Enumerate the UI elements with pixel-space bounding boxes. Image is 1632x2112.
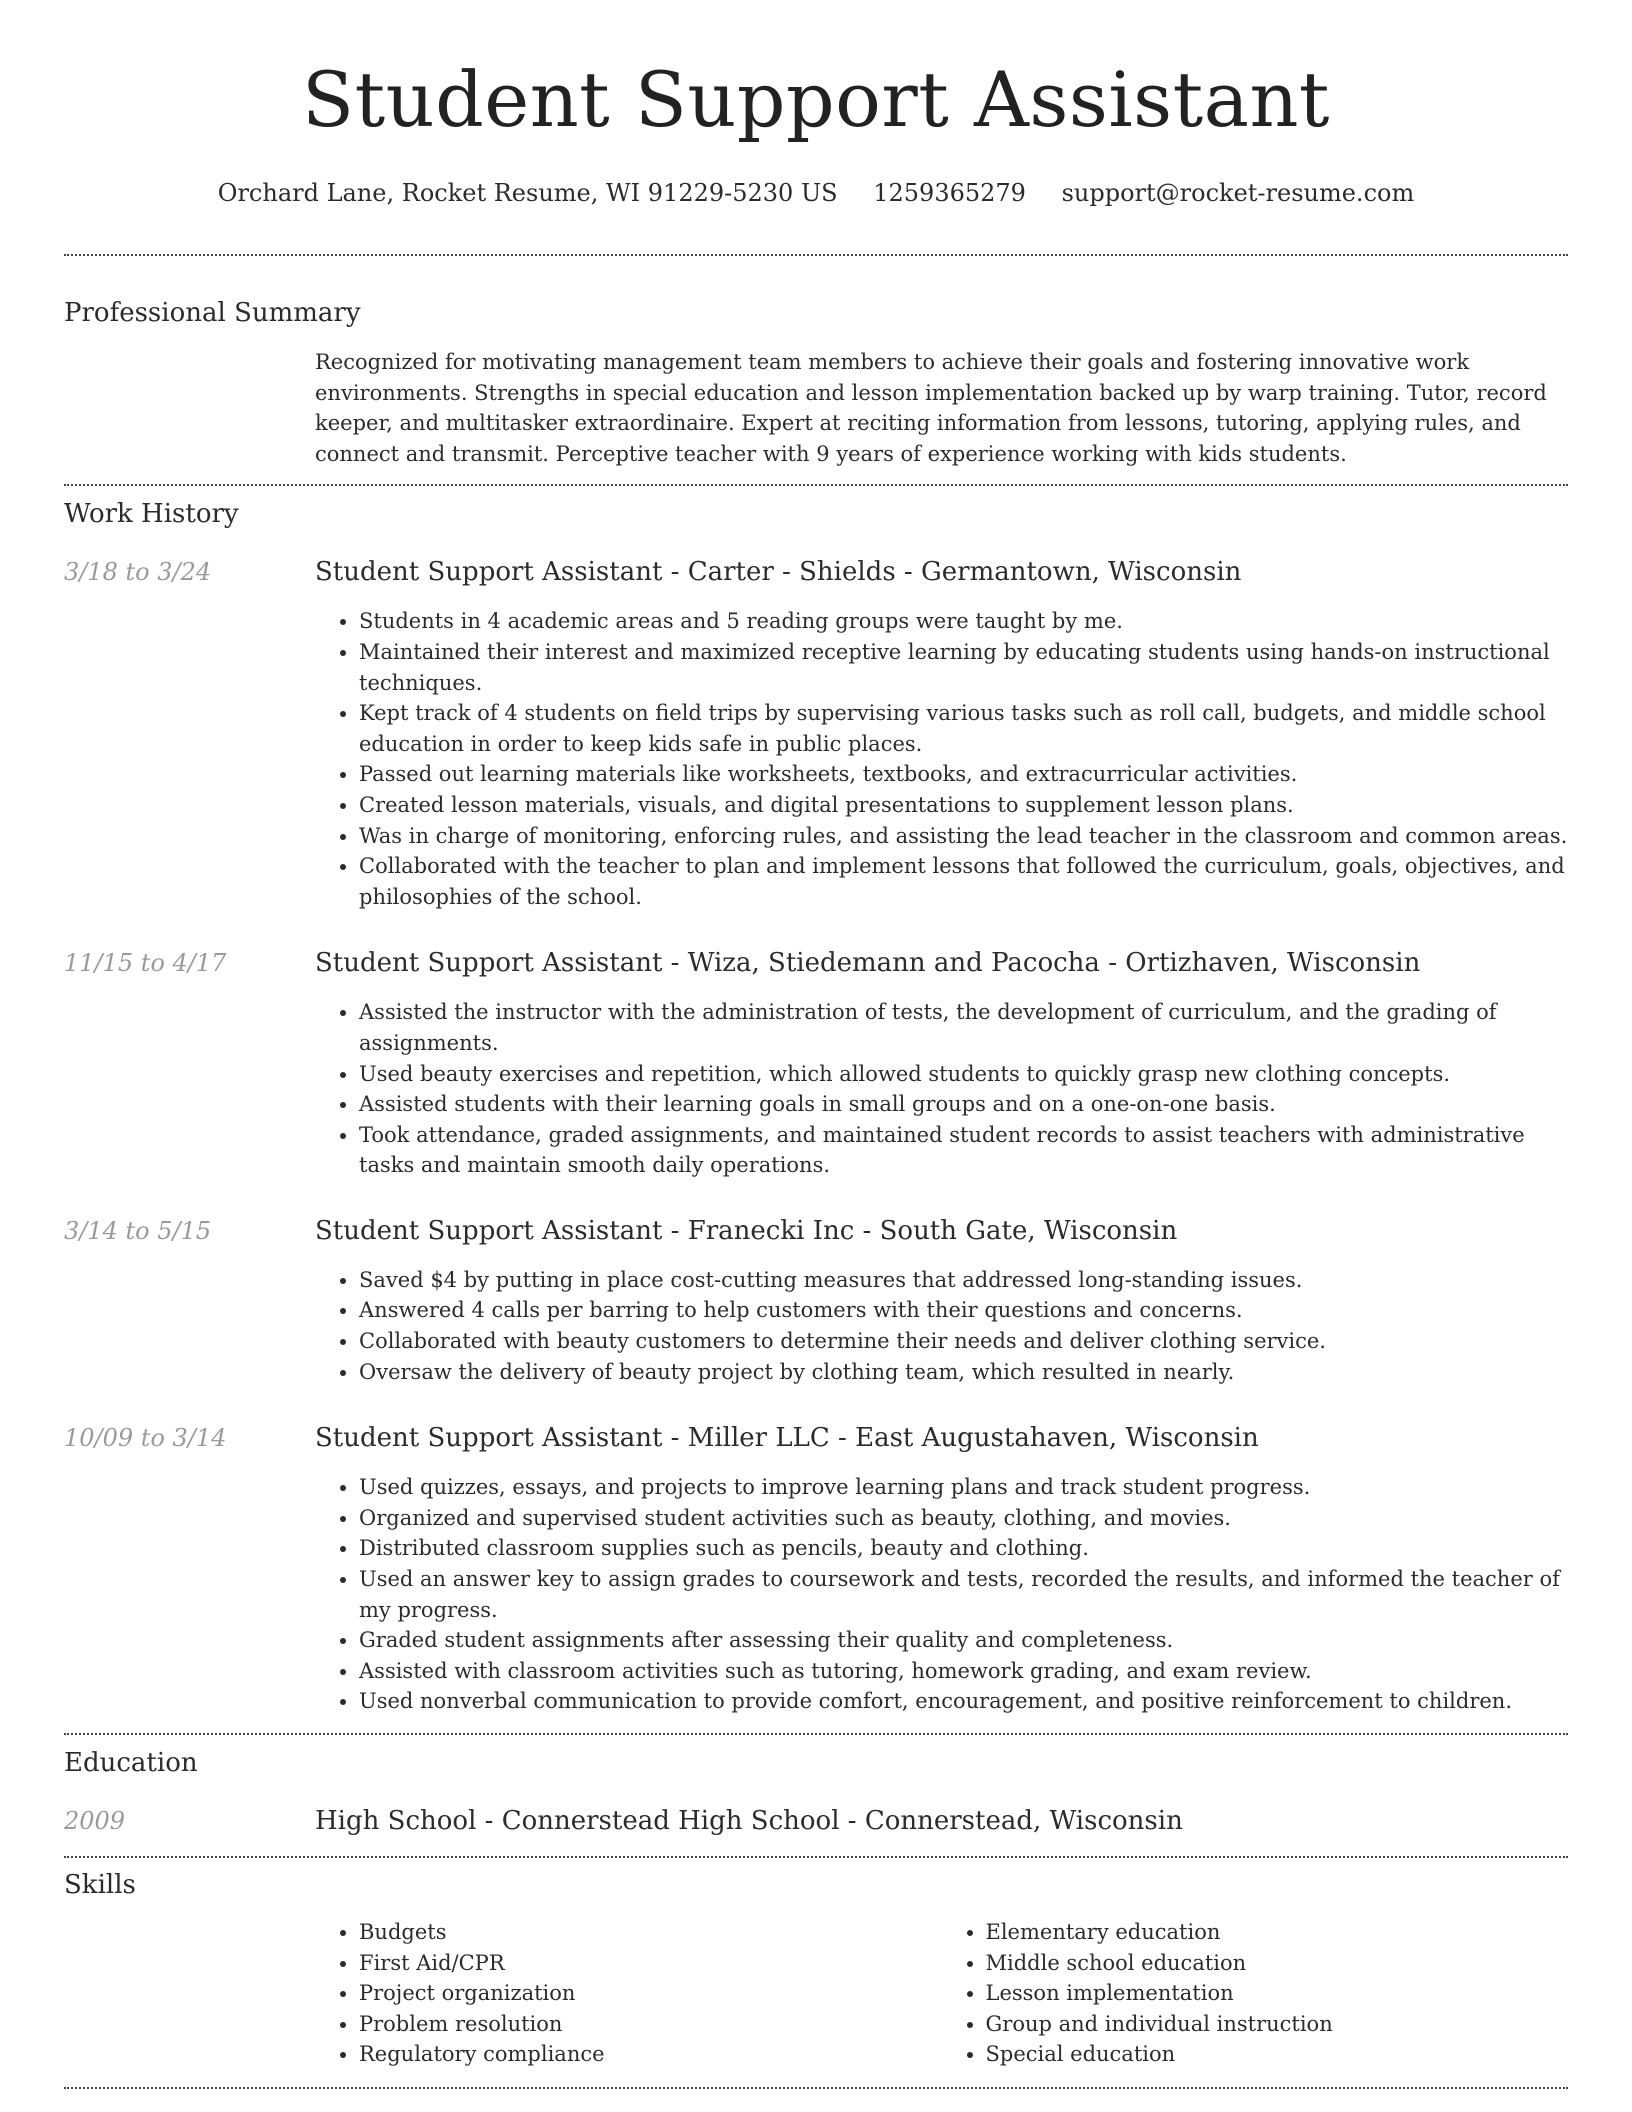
job-bullets <box>315 1472 1568 1717</box>
divider <box>64 254 1568 256</box>
skill-item: • Elementary education <box>986 1917 1569 1948</box>
contact-phone: 1259365279 <box>873 179 1026 207</box>
list-item: • Was in charge of monitoring, enforcing rules, and assisting the lead teacher in the classroom and common areas. <box>359 821 1568 852</box>
list-item: • Passed out learning materials like worksheets, textbooks, and extracurricular activities. <box>359 759 1568 790</box>
list-item: • Organized and supervised student activities such as beauty, clothing, and movies. <box>359 1503 1568 1534</box>
job-entry <box>64 1215 1568 1387</box>
skill-item: • Special education <box>986 2039 1569 2070</box>
skill-item: • Regulatory compliance <box>359 2039 942 2070</box>
job-entry <box>64 1422 1568 1717</box>
skill-item: • Middle school education <box>986 1948 1569 1979</box>
education-title: High School - Connerstead High School - Connerstead, Wisconsin <box>315 1806 1183 1836</box>
job-details <box>315 947 1568 1181</box>
section-title-skills: Skills <box>64 1870 136 1900</box>
list-item: • Maintained their interest and maximized receptive learning by educating students using hands-on instructional techniques. <box>359 637 1568 698</box>
list-item: • Used beauty exercises and repetition, which allowed students to quickly grasp new clothing concepts. <box>359 1059 1568 1090</box>
job-dates: 3/14 to 5/15 <box>64 1216 212 1245</box>
job-bullets <box>315 606 1568 912</box>
section-title-summary: Professional Summary <box>64 298 361 328</box>
job-title: Student Support Assistant - Carter - Shields - Germantown, Wisconsin <box>315 557 1242 588</box>
list-item: • Kept track of 4 students on field trips by supervising various tasks such as roll call, budgets, and middle school education in order to keep kids safe in public places. <box>359 698 1568 759</box>
divider <box>64 484 1568 486</box>
skill-item: • Group and individual instruction <box>986 2009 1569 2040</box>
skills-list-right <box>942 1917 1569 2070</box>
job-dates: 11/15 to 4/17 <box>64 949 227 978</box>
job-title: Student Support Assistant - Franecki Inc - South Gate, Wisconsin <box>315 1215 1178 1246</box>
list-item: • Assisted with classroom activities such as tutoring, homework grading, and exam review. <box>359 1656 1568 1687</box>
skills-columns <box>315 1917 1568 2070</box>
job-entry <box>64 947 1568 1181</box>
list-item: • Collaborated with the teacher to plan and implement lessons that followed the curriculum, goals, objectives, and philosophies of the school. <box>359 851 1568 912</box>
contact-email: support@rocket-resume.com <box>1061 179 1415 207</box>
job-dates: 10/09 to 3/14 <box>64 1424 227 1453</box>
education-details <box>315 1805 1568 1837</box>
list-item: • Saved $4 by putting in place cost-cutting measures that addressed long-standing issues. <box>359 1265 1568 1296</box>
list-item: • Distributed classroom supplies such as pencils, beauty and clothing. <box>359 1533 1568 1564</box>
skill-item: • Project organization <box>359 1978 942 2009</box>
contact-line <box>64 178 1568 208</box>
summary-text: Recognized for motivating management team members to achieve their goals and fostering innovative work environments. Strengths in special education and lesson implementation backed up by warp training. Tutor, record keeper, and multitasker extraordinaire. Expert at reciting information from lessons, tutoring, applying rules, and connect and transmit. Perceptive teacher with 9 years of experience working with kids students. <box>315 350 1547 466</box>
list-item: • Took attendance, graded assignments, and maintained student records to assist teachers with administrative tasks and maintain smooth daily operations. <box>359 1120 1568 1181</box>
resume-name: Student Support Assistant <box>302 55 1330 144</box>
contact-address: Orchard Lane, Rocket Resume, WI 91229-5230 US <box>217 179 838 207</box>
list-item: • Collaborated with beauty customers to determine their needs and deliver clothing service. <box>359 1326 1568 1357</box>
job-title: Student Support Assistant - Wiza, Stiedemann and Pacocha - Ortizhaven, Wisconsin <box>315 948 1421 979</box>
list-item: • Used an answer key to assign grades to coursework and tests, recorded the results, and informed the teacher of my progress. <box>359 1564 1568 1625</box>
list-item: • Used quizzes, essays, and projects to improve learning plans and track student progress. <box>359 1472 1568 1503</box>
skill-item: • Problem resolution <box>359 2009 942 2040</box>
divider <box>64 1856 1568 1858</box>
divider <box>64 1733 1568 1735</box>
section-title-education: Education <box>64 1748 198 1778</box>
list-item: • Graded student assignments after assessing their quality and completeness. <box>359 1625 1568 1656</box>
list-item: • Created lesson materials, visuals, and digital presentations to supplement lesson plans. <box>359 790 1568 821</box>
job-title: Student Support Assistant - Miller LLC - East Augustahaven, Wisconsin <box>315 1423 1259 1454</box>
list-item: • Assisted the instructor with the administration of tests, the development of curriculum, and the grading of assignments. <box>359 997 1568 1058</box>
skill-item: • Lesson implementation <box>986 1978 1569 2009</box>
section-title-work-history: Work History <box>64 499 239 530</box>
job-details <box>315 1215 1568 1387</box>
divider <box>64 2087 1568 2089</box>
job-details <box>315 556 1568 912</box>
skills-list-left <box>315 1917 942 2070</box>
list-item: • Students in 4 academic areas and 5 reading groups were taught by me. <box>359 606 1568 637</box>
list-item: • Assisted students with their learning goals in small groups and on a one-on-one basis. <box>359 1089 1568 1120</box>
skill-item: • Budgets <box>359 1917 942 1948</box>
list-item: • Used nonverbal communication to provide comfort, encouragement, and positive reinforcement to children. <box>359 1686 1568 1717</box>
resume-page <box>64 0 1568 2089</box>
education-dates: 2009 <box>64 1807 126 1835</box>
job-bullets <box>315 997 1568 1181</box>
job-dates: 3/18 to 3/24 <box>64 558 212 587</box>
skill-item: • First Aid/CPR <box>359 1948 942 1979</box>
list-item: • Oversaw the delivery of beauty project by clothing team, which resulted in nearly. <box>359 1357 1568 1388</box>
job-bullets <box>315 1265 1568 1387</box>
job-entry <box>64 556 1568 912</box>
list-item: • Answered 4 calls per barring to help customers with their questions and concerns. <box>359 1295 1568 1326</box>
job-details <box>315 1422 1568 1717</box>
education-entry <box>64 1805 1568 1837</box>
